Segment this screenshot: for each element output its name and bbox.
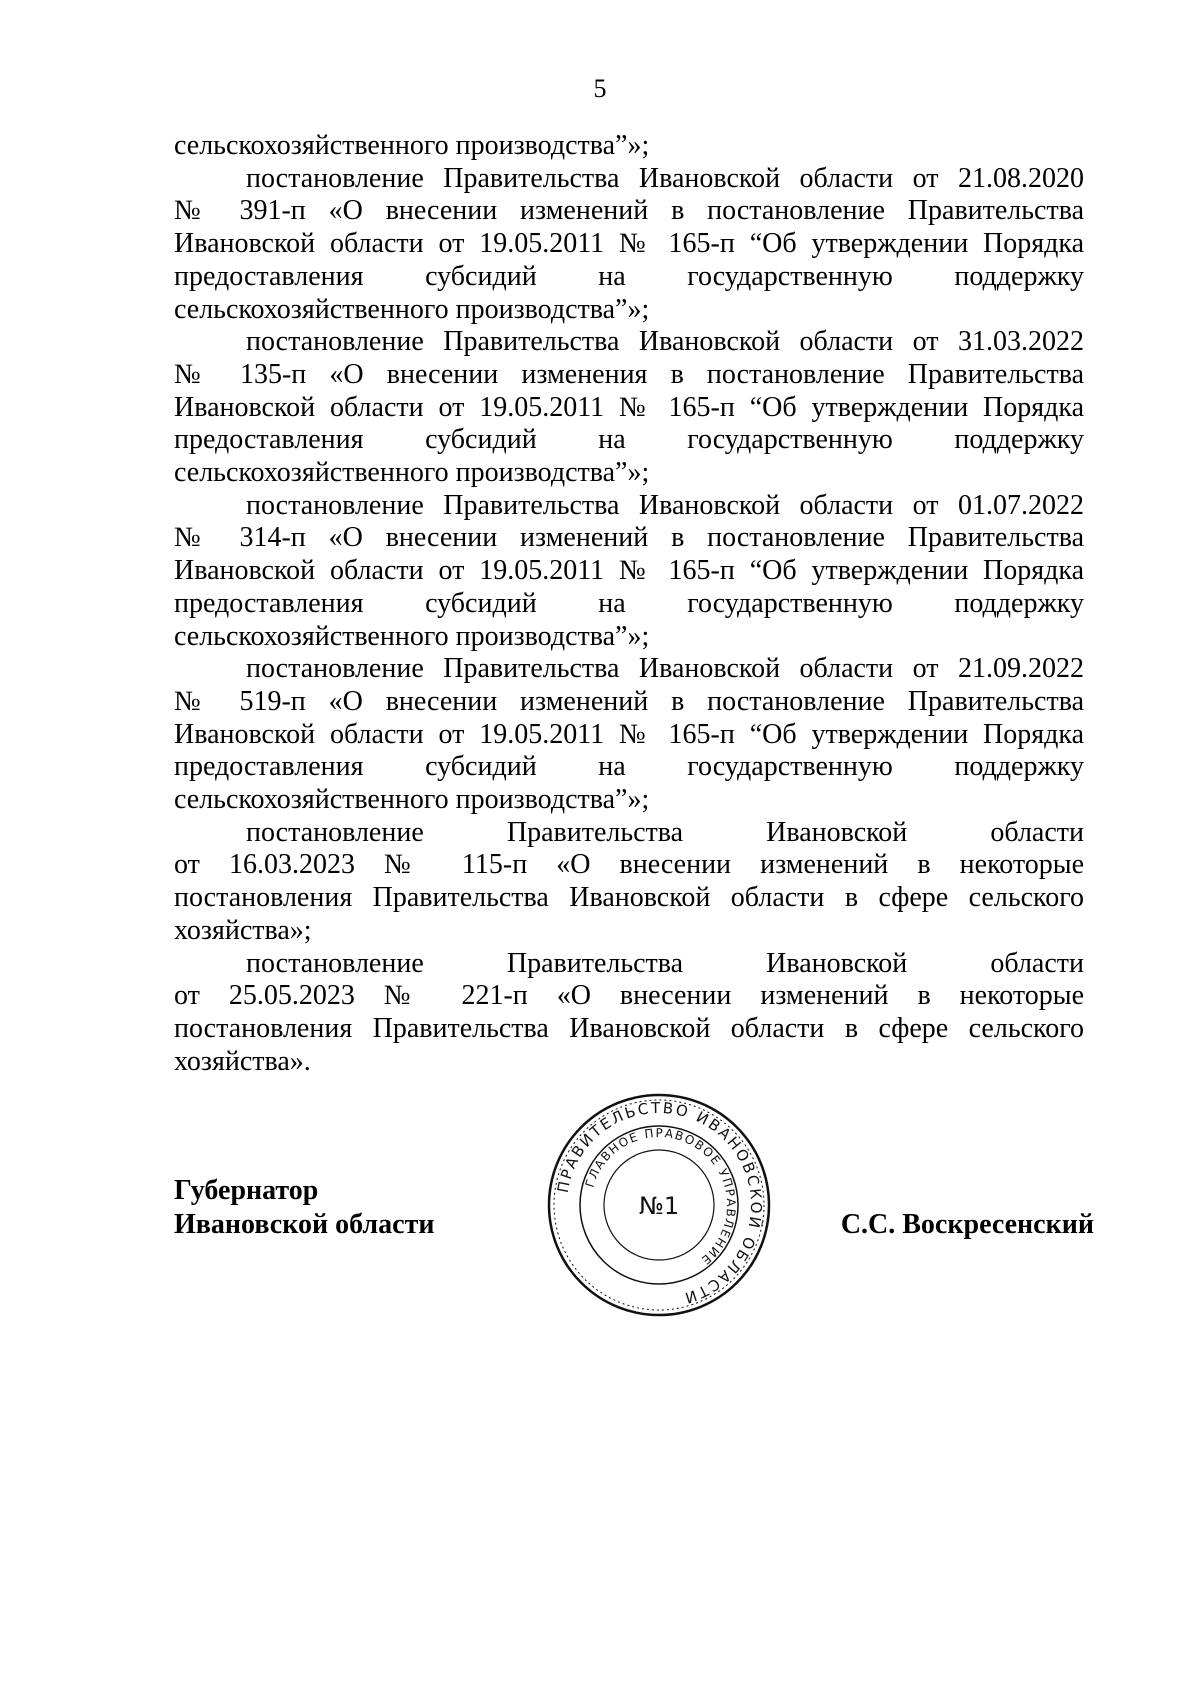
text-line: сельскохозяйственного производства”»; [174, 293, 650, 325]
text-line: Ивановской области от 19.05.2011 № 165-п “Об утверждении Порядка [174, 391, 1084, 423]
text-line: сельскохозяйственного производства”»; [174, 457, 650, 489]
text-line: предоставления субсидий на государственную поддержку [174, 587, 1084, 619]
text-line: постановление Правительства Ивановской области от 31.03.2022 [246, 326, 1084, 358]
text-line: постановление Правительства Ивановской области от 21.09.2022 [246, 653, 1084, 685]
text-line: № 391-п «О внесении изменений в постановление Правительства [174, 195, 1084, 227]
text-line: Ивановской области от 19.05.2011 № 165-п “Об утверждении Порядка [174, 228, 1084, 260]
paragraph-decree-2022-519 [174, 653, 1084, 817]
page-number: 5 [593, 74, 607, 103]
paragraph-decree-2022-314 [174, 490, 1084, 654]
text-line: постановление Правительства Ивановской области от 01.07.2022 [246, 489, 1084, 521]
text-line: постановления Правительства Ивановской области в сфере сельского [174, 882, 1084, 914]
text-line: от 25.05.2023 № 221-п «О внесении изменений в некоторые [174, 980, 1084, 1012]
document-body [174, 130, 1084, 1078]
text-line: сельскохозяйственного производства”»; [174, 130, 650, 161]
signature-block [174, 1098, 1094, 1330]
text-line: постановления Правительства Ивановской области в сфере сельского [174, 1012, 1084, 1044]
seal-outer-text: ПРАВИТЕЛЬСТВО ИВАНОВСКОЙ ОБЛАСТИ [553, 1098, 766, 1308]
text-line: сельскохозяйственного производства”»; [174, 784, 650, 816]
text-line: сельскохозяйственного производства”»; [174, 620, 650, 652]
text-line: постановление Правительства Ивановской области [246, 816, 1084, 848]
text-line: хозяйства». [174, 1045, 311, 1077]
text-line: № 314-п «О внесении изменений в постановление Правительства [174, 522, 1084, 554]
text-line: предоставления субсидий на государственную поддержку [174, 260, 1084, 292]
text-line: постановление Правительства Ивановской области [246, 947, 1084, 979]
paragraph-decree-2023-115 [174, 817, 1084, 948]
text-line: Ивановской области от 19.05.2011 № 165-п “Об утверждении Порядка [174, 555, 1084, 587]
signatory-title-line: Ивановской области [174, 1209, 435, 1240]
paragraph-decree-2023-221 [174, 948, 1084, 1079]
seal-inner-text: ГЛАВНОЕ ПРАВОВОЕ УПРАВЛЕНИЕ [582, 1125, 739, 1269]
signatory-title-line: Губернатор [174, 1175, 319, 1206]
paragraph-continuation [174, 130, 1084, 163]
text-line: постановление Правительства Ивановской области от 21.08.2020 [246, 162, 1084, 194]
text-line: № 135-п «О внесении изменения в постановление Правительства [174, 358, 1084, 390]
signatory-name: С.С. Воскресенский [840, 1209, 1094, 1240]
text-line: Ивановской области от 19.05.2011 № 165-п “Об утверждении Порядка [174, 718, 1084, 750]
paragraph-decree-2020-391 [174, 163, 1084, 327]
text-line: № 519-п «О внесении изменений в постановление Правительства [174, 685, 1084, 717]
paragraph-decree-2022-135 [174, 326, 1084, 490]
text-line: от 16.03.2023 № 115-п «О внесении изменений в некоторые [174, 849, 1084, 881]
text-line: предоставления субсидий на государственную поддержку [174, 751, 1084, 783]
official-seal [544, 1090, 774, 1320]
text-line: предоставления субсидий на государственную поддержку [174, 424, 1084, 456]
seal-center-number: №1 [638, 1192, 680, 1220]
text-line: хозяйства»; [174, 914, 312, 946]
signatory-position [174, 1174, 434, 1242]
